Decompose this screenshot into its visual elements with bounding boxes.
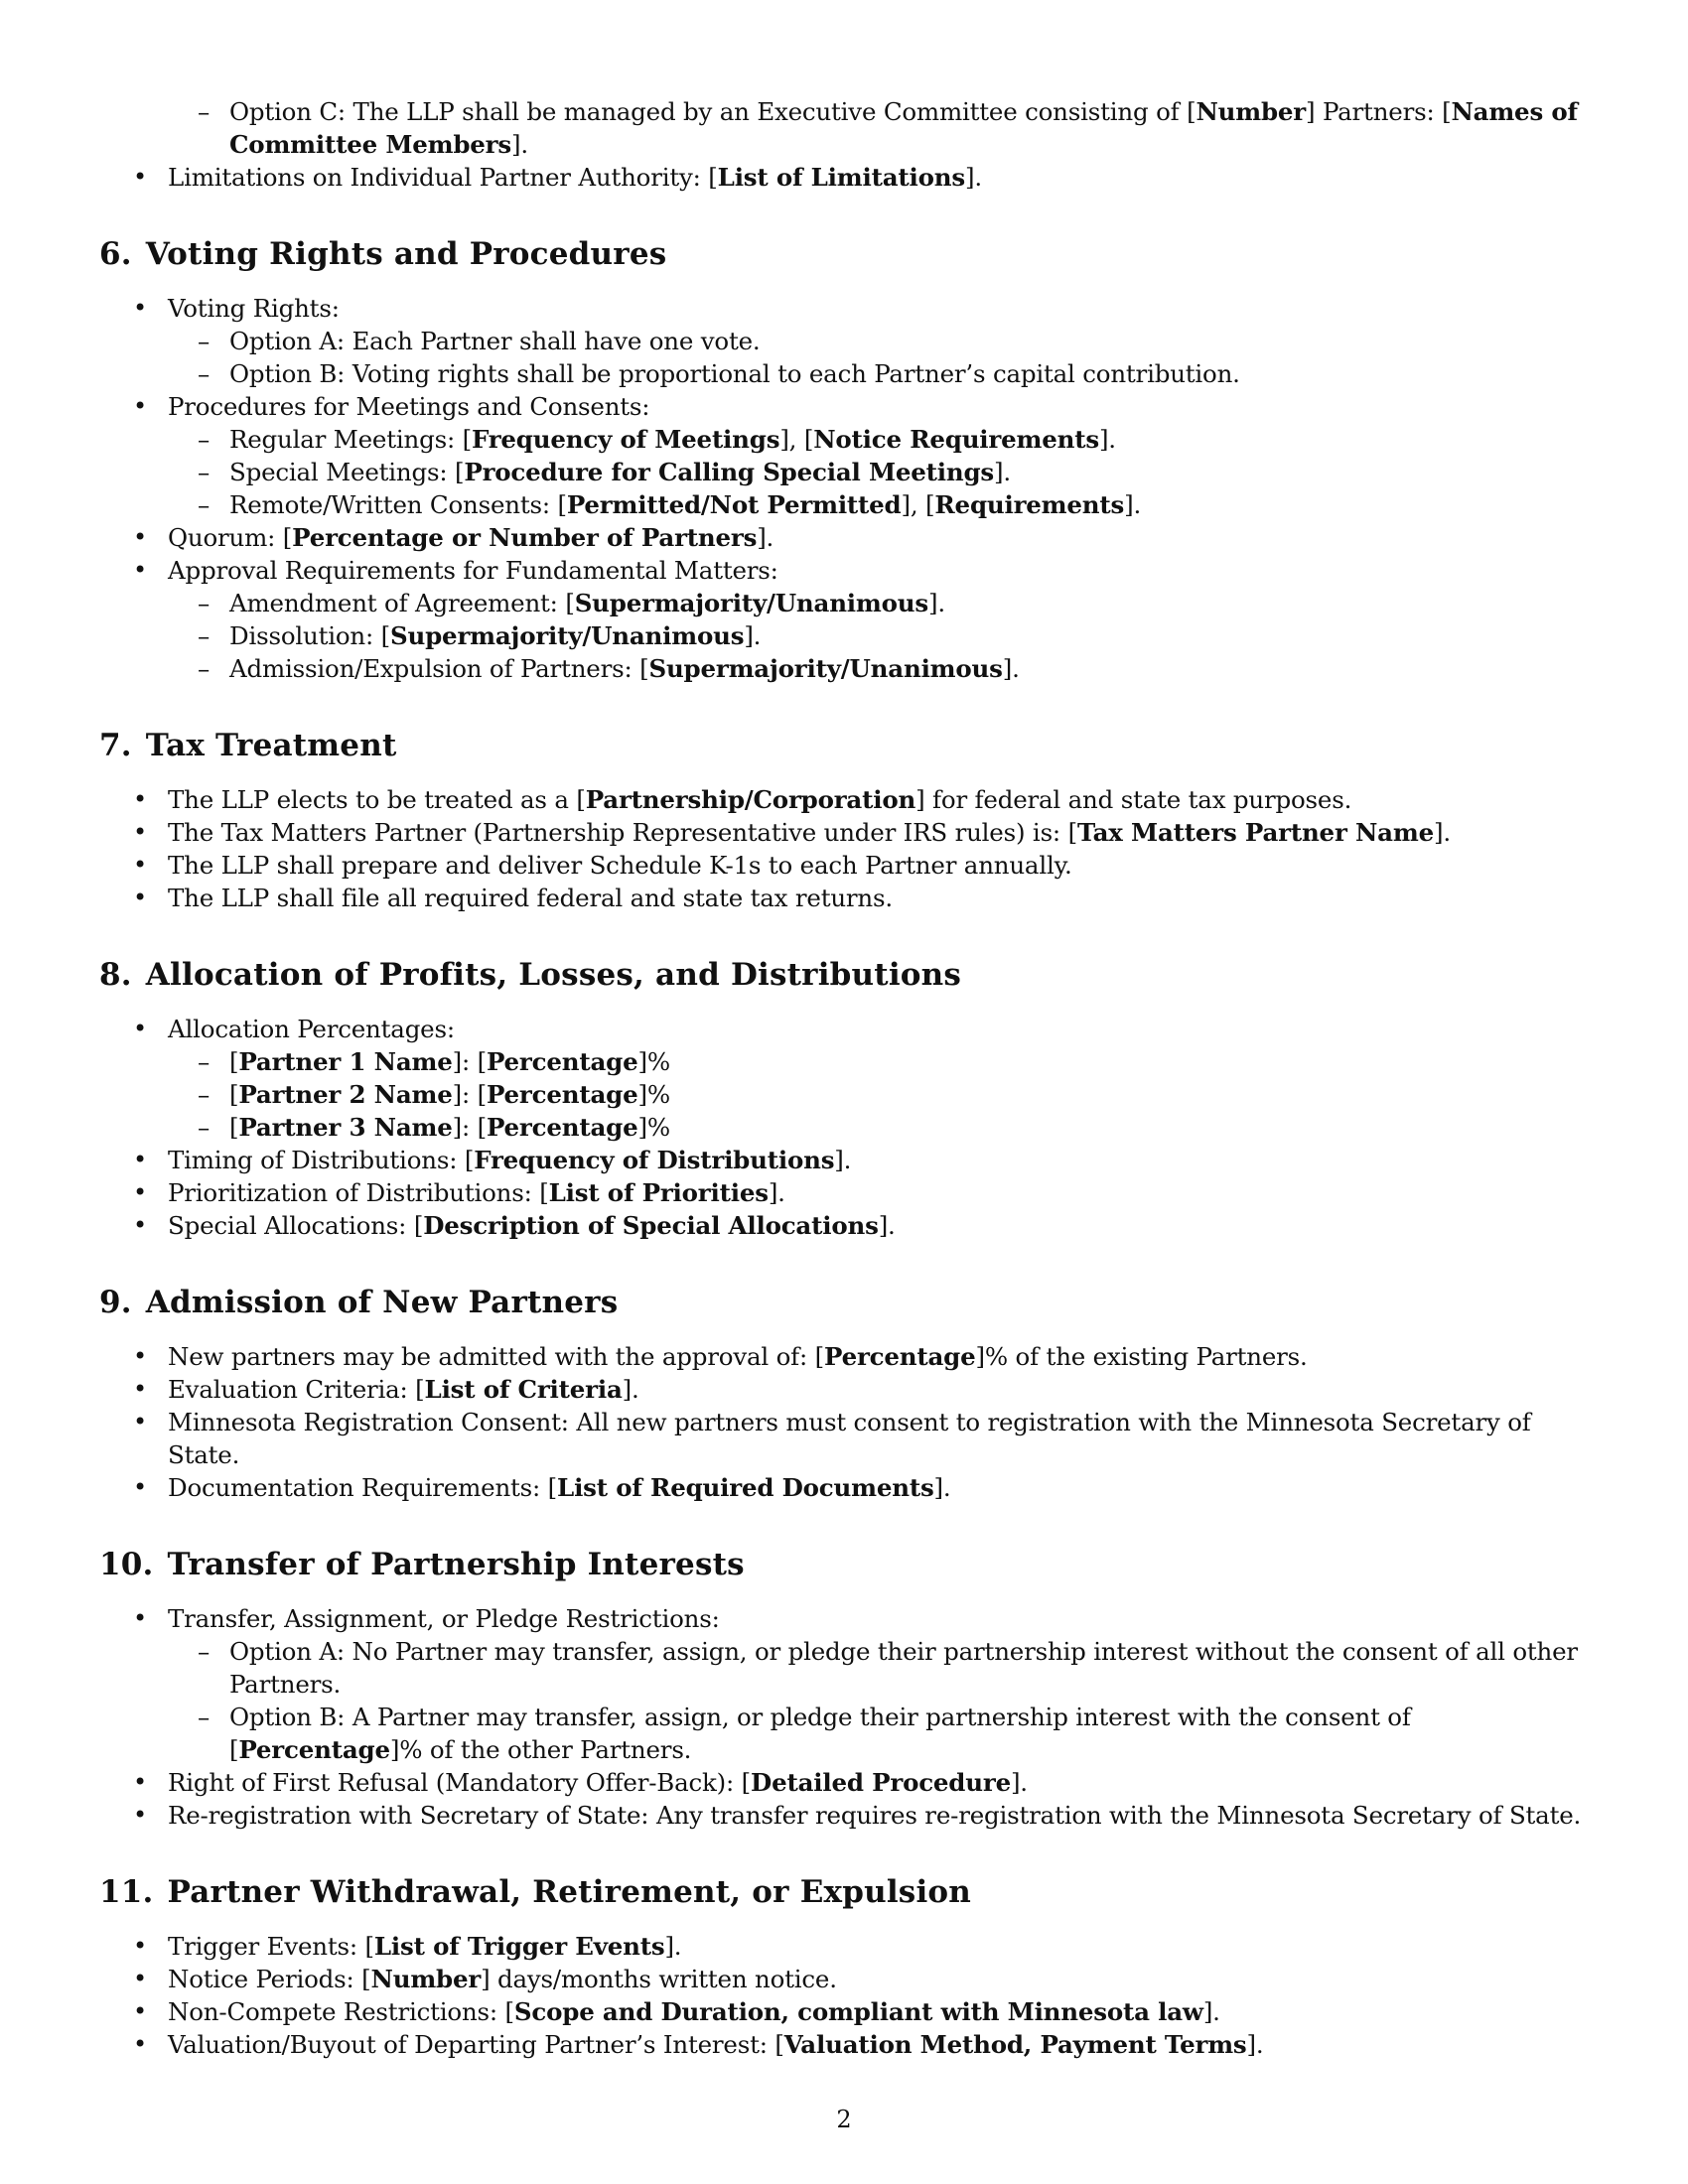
list-item [99, 1373, 1593, 1406]
item-text: ]. [511, 130, 528, 159]
placeholder-field: Percentage or Number of Partners [292, 523, 758, 552]
item-text: Re-registration with Secretary of State: Any transfer requires re-registration with the Minnesota Secretary of State. [168, 1801, 1582, 1830]
placeholder-field: Scope and Duration, compliant with Minnesota law [513, 1997, 1203, 2026]
section-heading [99, 1872, 1593, 1912]
section-title: Allocation of Profits, Losses, and Distributions [145, 957, 962, 993]
document-body [99, 95, 1593, 2061]
item-text: Notice Periods: [ [168, 1965, 371, 1993]
sub-list-item [99, 1078, 1593, 1111]
item-text: ]% of the existing Partners. [975, 1342, 1308, 1371]
sub-list-item [99, 325, 1593, 357]
item-text: The LLP elects to be treated as a [ [168, 785, 586, 814]
item-text: ]. [878, 1211, 896, 1240]
item-text: Regular Meetings: [ [229, 425, 472, 454]
list-item [99, 1602, 1593, 1635]
item-text: ]. [1246, 2030, 1264, 2059]
placeholder-field: Supermajority/Unanimous [648, 654, 1003, 683]
section-heading [99, 1283, 1593, 1322]
placeholder-field: Number [370, 1965, 482, 1993]
list-item [99, 1176, 1593, 1209]
item-text: [ [229, 1113, 239, 1142]
section-number: 6. [99, 236, 132, 272]
item-text: Option A: Each Partner shall have one vote. [229, 327, 761, 355]
item-text: Admission/Expulsion of Partners: [ [229, 654, 649, 683]
item-text: Non-Compete Restrictions: [ [168, 1997, 514, 2026]
item-text: Documentation Requirements: [ [168, 1473, 558, 1502]
section-title: Tax Treatment [145, 728, 397, 763]
list-item [99, 1144, 1593, 1176]
placeholder-field: Percentage [486, 1047, 638, 1076]
sub-list-item [99, 95, 1593, 161]
list-item [99, 390, 1593, 423]
placeholder-field: Frequency of Distributions [474, 1146, 835, 1174]
item-text: ]% [637, 1080, 670, 1109]
list-item [99, 1963, 1593, 1995]
list-item [99, 1209, 1593, 1242]
item-text: ]. [994, 458, 1011, 486]
placeholder-field: Percentage [486, 1080, 638, 1109]
sub-list-item [99, 423, 1593, 456]
list-item [99, 1406, 1593, 1471]
item-text: Procedures for Meetings and Consents: [168, 392, 650, 421]
section-title: Partner Withdrawal, Retirement, or Expulsion [167, 1874, 972, 1910]
placeholder-field: Number [1196, 97, 1306, 126]
placeholder-field: Detailed Procedure [751, 1768, 1011, 1797]
item-text: ] Partners: [ [1306, 97, 1452, 126]
placeholder-field: Supermajority/Unanimous [390, 621, 745, 650]
list-item [99, 2028, 1593, 2061]
list-item [99, 161, 1593, 194]
item-text: Quorum: [ [168, 523, 293, 552]
item-text: [ [229, 1080, 239, 1109]
sub-list-item [99, 1701, 1593, 1766]
placeholder-field: Permitted/Not Permitted [566, 490, 902, 519]
sub-list-item [99, 357, 1593, 390]
item-text: Option C: The LLP shall be managed by an Executive Committee consisting of [ [229, 97, 1196, 126]
section-number: 7. [99, 728, 132, 763]
item-text: ]. [768, 1178, 785, 1207]
placeholder-field: List of Trigger Events [373, 1932, 665, 1961]
item-text: ]. [964, 163, 982, 192]
item-text: ], [ [901, 490, 935, 519]
section-title: Admission of New Partners [145, 1285, 619, 1320]
sub-list-item [99, 1635, 1593, 1701]
item-text: Timing of Distributions: [ [168, 1146, 475, 1174]
item-text: ]: [ [452, 1080, 487, 1109]
section-number: 9. [99, 1285, 132, 1320]
list-item [99, 1995, 1593, 2028]
section-title: Voting Rights and Procedures [145, 236, 667, 272]
item-text: ]. [933, 1473, 951, 1502]
sub-list-item [99, 1111, 1593, 1144]
placeholder-field: List of Criteria [424, 1375, 623, 1404]
placeholder-field: Names of Committee Members [229, 97, 1578, 159]
section-number: 11. [99, 1874, 154, 1910]
sub-list-item [99, 1045, 1593, 1078]
placeholder-field: Requirements [934, 490, 1125, 519]
item-text: The LLP shall file all required federal and state tax returns. [168, 884, 893, 912]
item-text: New partners may be admitted with the approval of: [ [168, 1342, 825, 1371]
list-item [99, 554, 1593, 587]
item-text: ]. [927, 589, 945, 617]
placeholder-field: Partnership/Corporation [585, 785, 916, 814]
placeholder-field: Supermajority/Unanimous [574, 589, 928, 617]
item-text: ]: [ [452, 1113, 487, 1142]
item-text: Remote/Written Consents: [ [229, 490, 567, 519]
list-item [99, 783, 1593, 816]
list-item [99, 1766, 1593, 1799]
item-text: Limitations on Individual Partner Authority: [ [168, 163, 718, 192]
item-text: ]% [637, 1047, 670, 1076]
placeholder-field: Notice Requirements [813, 425, 1099, 454]
section-title: Transfer of Partnership Interests [167, 1547, 745, 1582]
list-item [99, 1930, 1593, 1963]
item-text: ]: [ [452, 1047, 487, 1076]
placeholder-field: Description of Special Allocations [423, 1211, 879, 1240]
placeholder-field: Partner 3 Name [238, 1113, 453, 1142]
item-text: ]. [1124, 490, 1142, 519]
placeholder-field: List of Priorities [548, 1178, 769, 1207]
sub-list-item [99, 652, 1593, 685]
placeholder-field: Percentage [486, 1113, 638, 1142]
list-item [99, 882, 1593, 914]
list-item [99, 1799, 1593, 1832]
item-text: ] days/months written notice. [481, 1965, 837, 1993]
item-text: ]. [1202, 1997, 1220, 2026]
placeholder-field: Partner 1 Name [238, 1047, 453, 1076]
sub-list-item [99, 488, 1593, 521]
item-text: Dissolution: [ [229, 621, 391, 650]
placeholder-field: Partner 2 Name [238, 1080, 453, 1109]
item-text: Transfer, Assignment, or Pledge Restrictions: [168, 1604, 720, 1633]
item-text: ]% [637, 1113, 670, 1142]
item-text: ]. [664, 1932, 682, 1961]
item-text: Approval Requirements for Fundamental Matters: [168, 556, 778, 585]
item-text: ]. [744, 621, 762, 650]
item-text: ]. [1433, 818, 1451, 847]
item-text: Special Meetings: [ [229, 458, 465, 486]
item-text: ], [ [779, 425, 814, 454]
section-heading [99, 1545, 1593, 1584]
placeholder-field: Percentage [238, 1735, 390, 1764]
list-item [99, 816, 1593, 849]
placeholder-field: Percentage [824, 1342, 976, 1371]
item-text: ]. [622, 1375, 639, 1404]
item-text: ]. [1010, 1768, 1028, 1797]
list-item [99, 292, 1593, 325]
section-heading [99, 234, 1593, 274]
section-number: 10. [99, 1547, 154, 1582]
item-text: Amendment of Agreement: [ [229, 589, 575, 617]
section-number: 8. [99, 957, 132, 993]
item-text: Minnesota Registration Consent: All new partners must consent to registration with the Minnesota Secretary of State. [168, 1408, 1531, 1469]
placeholder-field: List of Required Documents [557, 1473, 934, 1502]
item-text: ]. [834, 1146, 852, 1174]
list-item [99, 849, 1593, 882]
sub-list-item [99, 587, 1593, 619]
item-text: Voting Rights: [168, 294, 340, 323]
item-text: ] for federal and state tax purposes. [915, 785, 1352, 814]
item-text: ]% of the other Partners. [389, 1735, 692, 1764]
item-text: [ [229, 1047, 239, 1076]
item-text: The LLP shall prepare and deliver Schedule K-1s to each Partner annually. [168, 851, 1072, 880]
sub-list-item [99, 456, 1593, 488]
item-text: Valuation/Buyout of Departing Partner’s Interest: [ [168, 2030, 784, 2059]
item-text: Trigger Events: [ [168, 1932, 374, 1961]
item-text: ]. [1002, 654, 1020, 683]
item-text: The Tax Matters Partner (Partnership Representative under IRS rules) is: [ [168, 818, 1077, 847]
list-item [99, 1471, 1593, 1504]
item-text: Option A: No Partner may transfer, assign, or pledge their partnership interest without the consent of all other Partners. [229, 1637, 1578, 1699]
section-heading [99, 955, 1593, 995]
placeholder-field: Tax Matters Partner Name [1076, 818, 1434, 847]
item-text: Allocation Percentages: [168, 1015, 455, 1043]
placeholder-field: Frequency of Meetings [471, 425, 780, 454]
item-text: ]. [757, 523, 774, 552]
item-text: Prioritization of Distributions: [ [168, 1178, 549, 1207]
placeholder-field: Procedure for Calling Special Meetings [464, 458, 994, 486]
placeholder-field: Valuation Method, Payment Terms [783, 2030, 1247, 2059]
section-heading [99, 726, 1593, 765]
list-item [99, 521, 1593, 554]
list-item [99, 1013, 1593, 1045]
item-text: Special Allocations: [ [168, 1211, 424, 1240]
item-text: Evaluation Criteria: [ [168, 1375, 425, 1404]
item-text: Option B: A Partner may transfer, assign, or pledge their partnership interest with the consent of [ [229, 1703, 1411, 1764]
page-number: 2 [836, 2106, 852, 2133]
list-item [99, 1340, 1593, 1373]
item-text: Option B: Voting rights shall be proportional to each Partner’s capital contribution. [229, 359, 1240, 388]
placeholder-field: List of Limitations [717, 163, 965, 192]
sub-list-item [99, 619, 1593, 652]
item-text: Right of First Refusal (Mandatory Offer-Back): [ [168, 1768, 752, 1797]
item-text: ]. [1098, 425, 1116, 454]
